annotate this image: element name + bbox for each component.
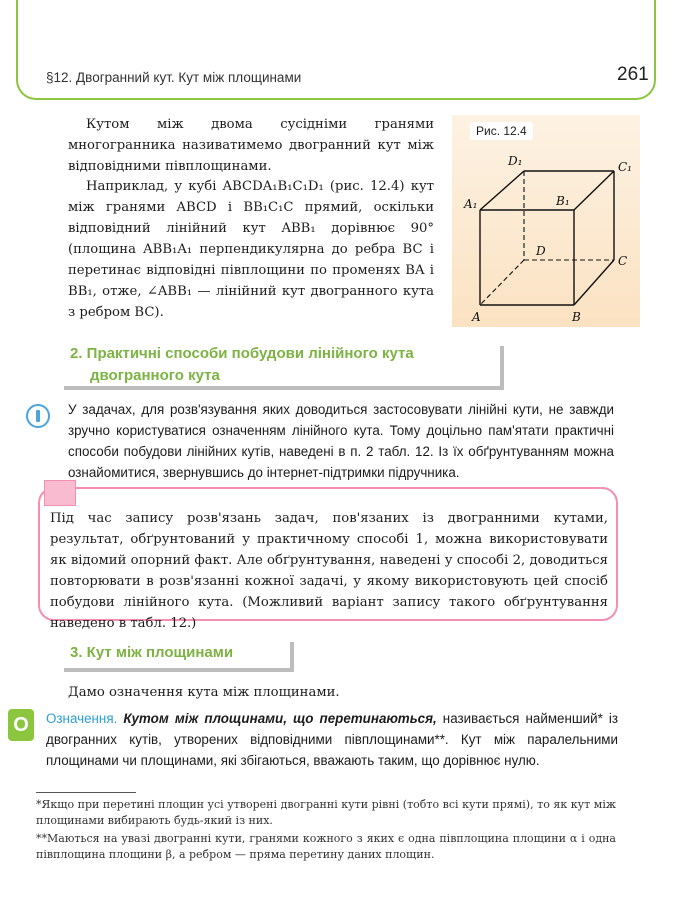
vertex-D: D — [536, 244, 546, 258]
edge-B1C1 — [574, 171, 614, 210]
figure-12-4 — [452, 115, 640, 327]
footnote-2: **Маються на увазі двогранні кути, гранями кожного з яких є одна півплощина площини α і одна півплощина площини β, а ребром — пряма перетину даних площин. — [36, 832, 616, 861]
vertex-A1: A₁ — [464, 197, 478, 211]
edge-A1D1 — [480, 171, 524, 210]
figure-label: Рис. 12.4 — [470, 122, 533, 140]
header-frame — [16, 0, 656, 100]
note-flag-icon — [44, 480, 76, 506]
edge-BC — [574, 260, 614, 305]
running-header-title: §12. Двогранний кут. Кут між площинами — [46, 70, 302, 85]
vertex-B1: B₁ — [556, 194, 570, 208]
definition-body: називається найменший* із двогранних кутів, утворених відповідними півплощинами**. Кут між паралельними площинами чи площинами, які збігаються, вважають таким, що дорівнює нулю. — [46, 711, 618, 768]
definition-icon: О — [8, 709, 34, 741]
cube-diagram — [452, 115, 640, 327]
section-2-heading-line2: двогранного кута — [90, 367, 220, 384]
definition-paragraph — [46, 708, 618, 771]
vertex-D1: D₁ — [508, 154, 523, 168]
section-2-heading-line1: 2. Практичні способи побудови лінійного кута — [70, 345, 414, 362]
vertex-C1: C₁ — [618, 160, 632, 174]
info-icon — [26, 404, 50, 428]
definition-word: Означення. — [46, 711, 118, 726]
vertex-A: A — [472, 310, 481, 324]
paragraph-cube-example: Наприклад, у кубі ABCDA₁B₁C₁D₁ (рис. 12.4) кут між гранями ABCD і BB₁C₁C прямий, оскільки відповідний лінійний кут ABB₁ дорівнює 90° (площина ABB₁A₁ перпендикулярна до ребра BC і перетинає відповідні півплощини по променях BA і BB₁, отже, ∠ABB₁ — лінійний кут двогранного кута з ребром BC). — [68, 179, 434, 320]
footnote-divider — [36, 792, 136, 793]
page-number: 261 — [617, 64, 649, 85]
definition-intro: Дамо означення кута між площинами. — [68, 685, 340, 700]
note-paragraph: Під час запису розв'язань задач, пов'язаних із двогранними кутами, результат, обґрунтований у практичному способі 1, можна використовувати як відомий опорний факт. Але обґрунтування, наведені у способі 2, доводиться повторювати в розв'язанні кожної задачі, у якому використовують цей спосіб побудови лінійного кута. (Можливий варіант запису такого обґрунтування наведено в табл. 12.) — [50, 511, 608, 631]
edge-AD — [480, 260, 524, 305]
definition-italic-term: Кутом між площинами, що перетинаються, — [123, 711, 437, 726]
vertex-C: C — [618, 254, 628, 268]
info-paragraph: У задачах, для розв'язування яких доводиться застосовувати лінійні кути, не завжди зручно користуватися означенням лінійного кута. Тому доцільно пам'ятати практичні способи побудови лінійних кутів, наведені в п. 2 табл. 12. Із їх обґрунтуванням можна ознайомитися, звернувшись до інтернет-підтримки підручника. — [68, 402, 614, 480]
vertex-B: B — [572, 310, 581, 324]
footnote-1: *Якщо при перетині площин усі утворені двогранні кути рівні (тобто всі кути прямі), то як кут між площинами вибирають будь-який із них. — [36, 798, 616, 827]
section-3-heading: 3. Кут між площинами — [70, 644, 234, 661]
paragraph-definition-faces: Кутом між двома сусідніми гранями многогранника називатимемо двогранний кут між відповідними півплощинами. — [68, 117, 434, 174]
